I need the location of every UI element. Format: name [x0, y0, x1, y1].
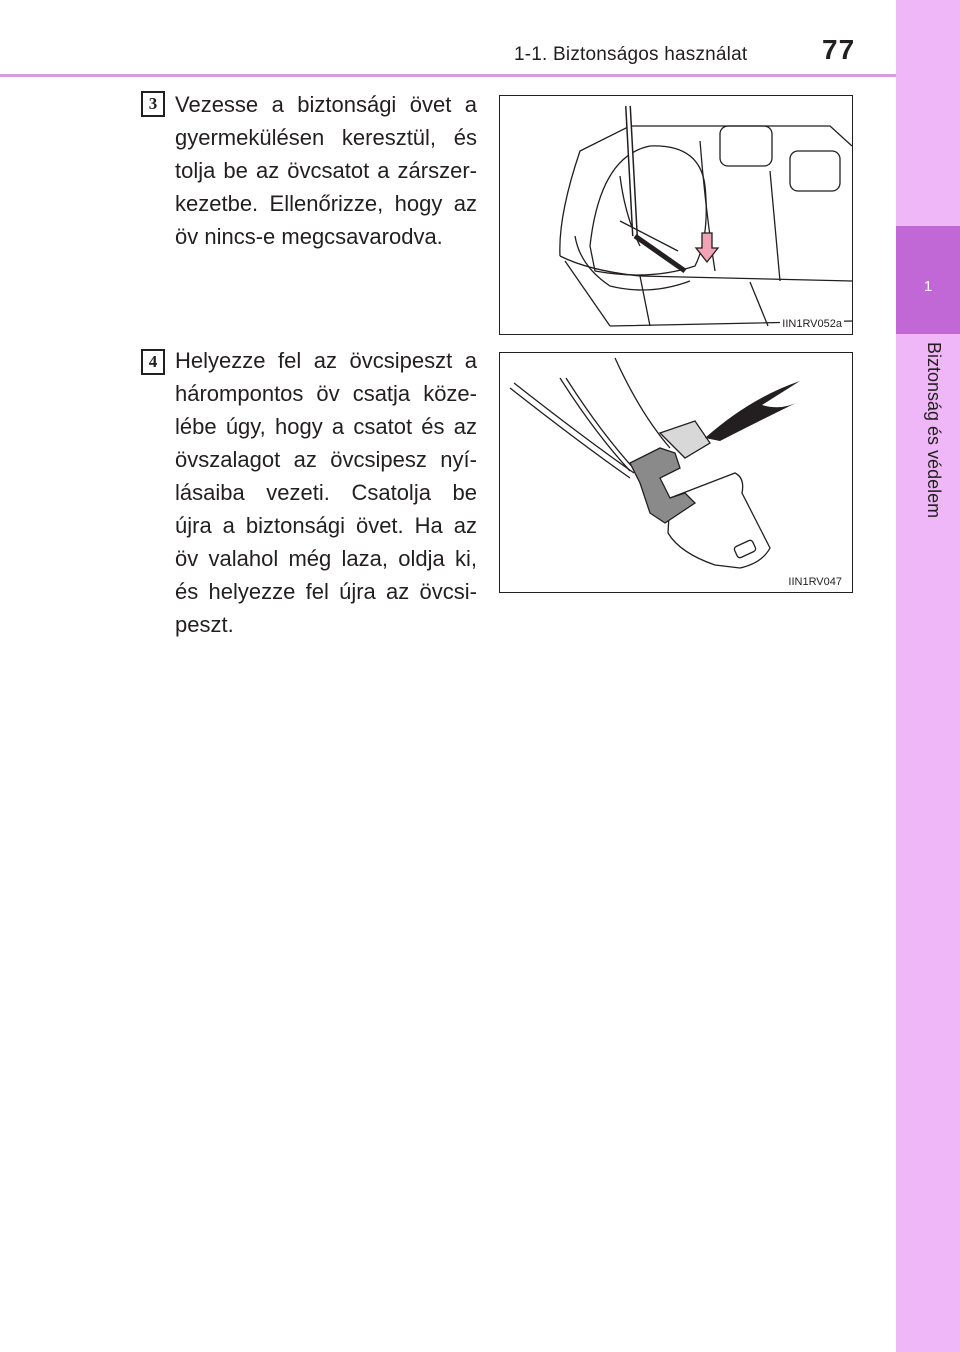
text-line: lébe úgy, hogy a csatot és az	[175, 414, 477, 439]
figure-code: IIN1RV047	[788, 576, 842, 588]
text-line: és helyezze fel újra az övcsi-	[175, 579, 477, 604]
section-title: 1-1. Biztonságos használat	[514, 44, 748, 65]
belt-clip-figure	[499, 352, 853, 593]
header-rule	[0, 74, 896, 77]
text-line: övszalagot az övcsipesz nyí-	[175, 447, 477, 472]
pointer-arrow-icon	[705, 381, 800, 441]
step-3-text	[175, 88, 477, 253]
text-line: lásaiba vezeti. Csatolja be	[175, 480, 477, 505]
text-line: Helyezze fel az övcsipeszt a	[175, 348, 477, 373]
child-seat-figure	[499, 95, 853, 335]
text-line: tolja be az övcsatot a zárszer-	[175, 158, 477, 183]
text-line: Vezesse a biztonsági övet a	[175, 92, 477, 117]
belt-clip-illustration	[500, 353, 852, 592]
text-line: kezetbe. Ellenőrizze, hogy az	[175, 191, 477, 216]
text-line: gyermekülésen keresztül, és	[175, 125, 477, 150]
chapter-side-tab	[896, 0, 960, 1352]
text-line: hárompontos öv csatja köze-	[175, 381, 477, 406]
belt-clip-icon	[630, 421, 710, 523]
chapter-number: 1	[923, 278, 933, 295]
child-seat-illustration	[500, 96, 852, 334]
page-number: 77	[822, 34, 856, 65]
figure-code: IIN1RV052a	[782, 318, 842, 330]
text-line: öv nincs-e megcsavarodva.	[175, 224, 443, 249]
step-3-badge: 3	[141, 91, 165, 117]
text-line: újra a biztonsági övet. Ha az	[175, 513, 477, 538]
chapter-title: Biztonság és védelem	[924, 342, 944, 519]
step-4-text	[175, 344, 477, 641]
text-line: peszt.	[175, 612, 234, 637]
chapter-number-tab	[896, 226, 960, 334]
text-line: öv valahol még laza, oldja ki,	[175, 546, 477, 571]
step-4-badge: 4	[141, 349, 165, 375]
